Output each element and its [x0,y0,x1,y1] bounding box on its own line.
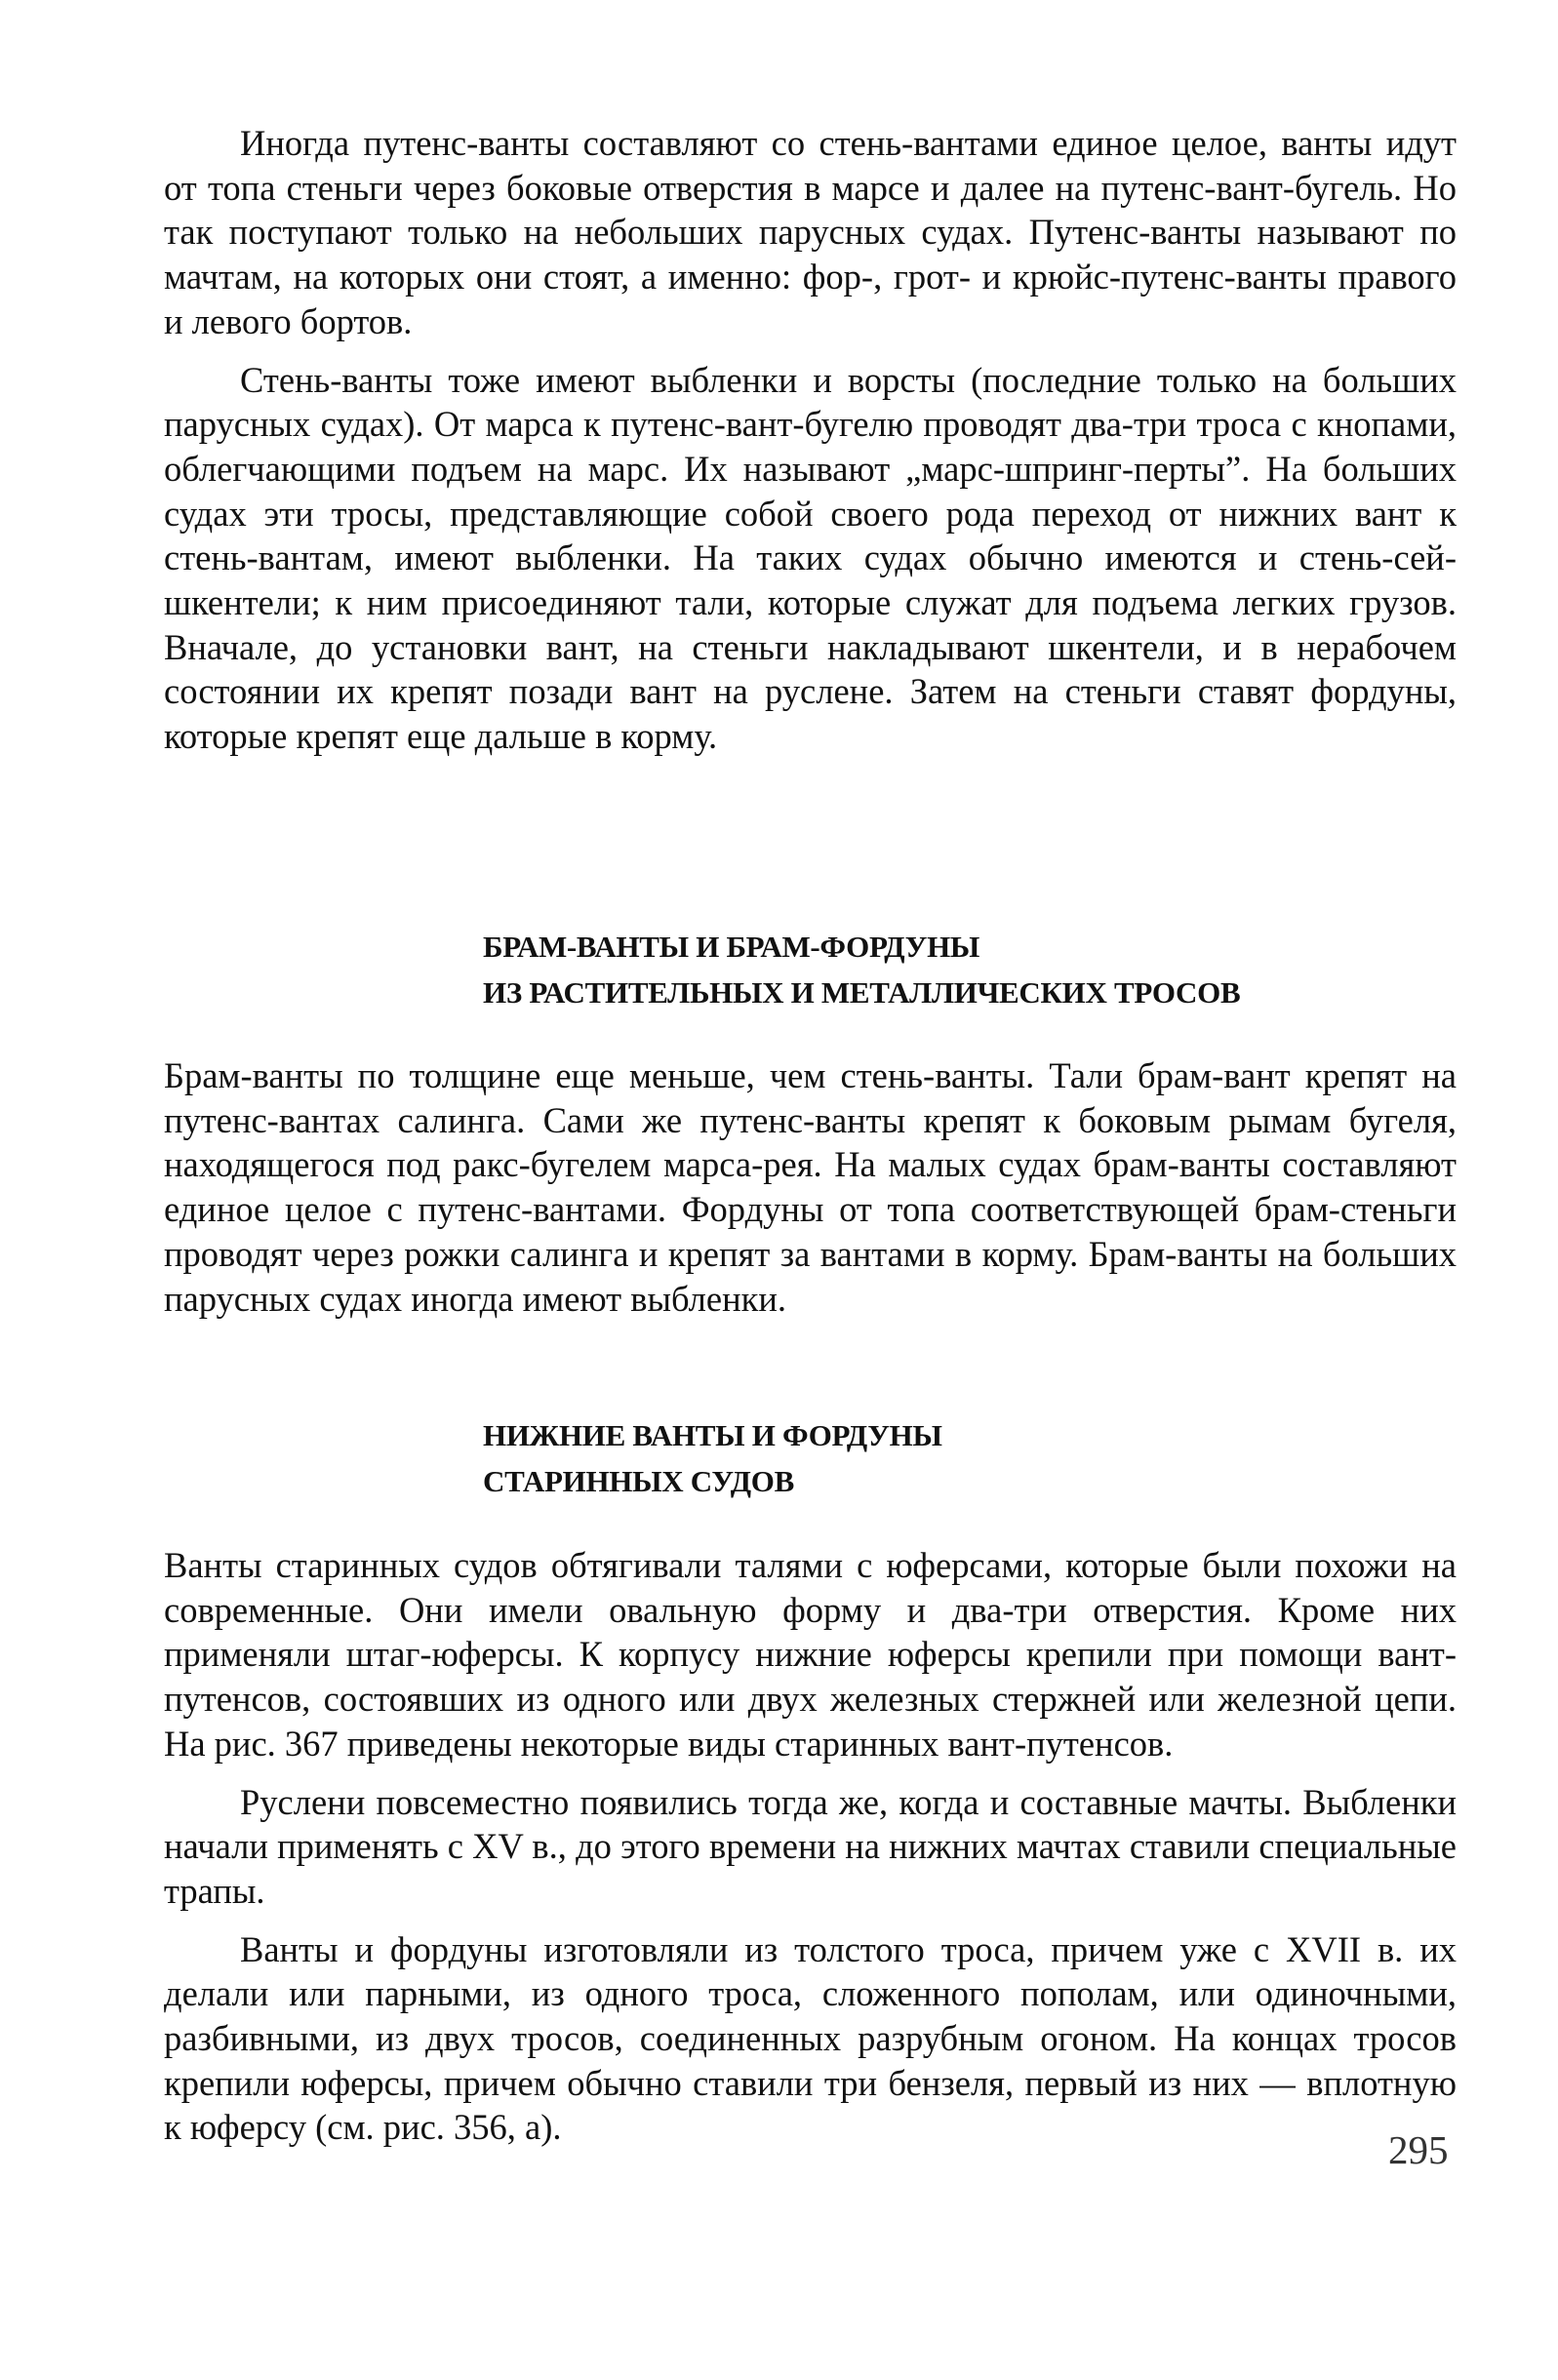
paragraph: Стень-ванты тоже имеют выбленки и ворсты (последние только на больших парусных судах). От марса к путенс-вант-бугелю проводят два-три троса с кнопами, облегчающими подъем на марс. Их называют „марс-шпринг-перты”. На больших судах эти тросы, представляющие собой своего рода переход от нижних вант к стень-вантам, имеют выбленки. На таких судах обычно имеются и стень-сей-шкентели; к ним присоединяют тали, которые служат для подъема легких грузов. Вначале, до установки вант, на стеньги накладывают шкентели, и в нерабочем состоянии их крепят позади вант на руслене. Затем на стеньги ставят фордуны, которые крепят еще дальше в корму. [164,359,1457,757]
heading-line: БРАМ-ВАНТЫ И БРАМ-ФОРДУНЫ [483,930,980,964]
text-section-1 [164,121,1457,773]
paragraph: Иногда путенс-ванты составляют со стень-вантами единое целое, ванты идут от топа стеньги через боковые отверстия в марсе и далее на путенс-вант-бугель. Но так поступают только на небольших парусных судах. Путенс-ванты называют по мачтам, на которых они стоят, а именно: фор-, грот- и крюйс-путенс-ванты правого и левого бортов. [164,123,1457,341]
heading-line: НИЖНИЕ ВАНТЫ И ФОРДУНЫ [483,1418,942,1452]
text-section-2 [164,1053,1457,1334]
heading-line: ИЗ РАСТИТЕЛЬНЫХ И МЕТАЛЛИЧЕСКИХ ТРОСОВ [483,975,1241,1010]
paragraph: Ванты старинных судов обтягивали талями с юферсами, которые были похожи на современные. Они имели овальную форму и два-три отверстия. Кроме них применяли штаг-юферсы. К корпусу нижние юферсы крепили при помощи вант-путенсов, состоявших из одного или двух железных стержней или железной цепи. На рис. 367 приведены некоторые виды старинных вант-путенсов. [164,1545,1457,1764]
page-number: 295 [1388,2127,1449,2172]
paragraph: Ванты и фордуны изготовляли из толстого троса, причем уже с XVII в. их делали или парными, из одного троса, сложенного пополам, или одиночными, разбивными, из двух тросов, соединенных разрубным огоном. На концах тросов крепили юферсы, причем обычно ставили три бензеля, первый из них — вплотную к юферсу (см. рис. 356, а). [164,1928,1457,2148]
section-heading [483,924,1458,1015]
paragraph: Руслени повсеместно появились тогда же, когда и составные мачты. Выбленки начали применять с XV в., до этого времени на нижних мачтах ставили специальные трапы. [164,1781,1457,1911]
heading-line: СТАРИННЫХ СУДОВ [483,1464,794,1498]
paragraph: Брам-ванты по толщине еще меньше, чем стень-ванты. Тали брам-вант крепят на путенс-вантах салинга. Сами же путенс-ванты крепят к боковым рымам бугеля, находящегося под ракс-бугелем марса-рея. На малых судах брам-ванты составляют единое целое с путенс-вантами. Фордуны от топа соответствующей брам-стеньги проводят через рожки салинга и крепят за вантами в корму. Брам-ванты на больших парусных судах иногда имеют выбленки. [164,1055,1457,1319]
text-section-3 [164,1543,1457,2163]
section-heading [483,1412,1458,1504]
